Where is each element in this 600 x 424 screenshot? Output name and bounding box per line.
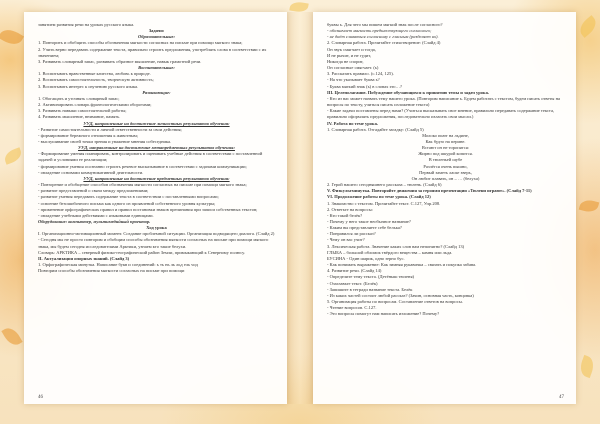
text-line: 3. Лексическая работа. Значение каких слов вам непонятно? (Слайд 13)	[327, 243, 465, 249]
autumn-leaf-decoration	[576, 15, 600, 38]
page-number: 46	[38, 395, 43, 400]
text-line: занятием развития речи на уроках русского языка.	[38, 22, 135, 27]
section-heading: Задачи:	[148, 28, 165, 34]
list-item: - овладение учебными действиями с языковыми единицами.	[38, 212, 154, 218]
list-item: 1. Воспитывать нравственные качества, любовь к природе.	[38, 71, 151, 77]
list-item: - освоение безошибочного письма как одного из проявлений собственного уровня культуры;	[38, 200, 216, 206]
text-line: 3. Рассказать правило. (с.124, 125).	[327, 71, 394, 77]
right-page	[313, 12, 576, 404]
list-item: - Развитие самостоятельности и личной ответственности за свои действия;	[38, 126, 182, 132]
left-page-text	[24, 12, 287, 274]
lesson-step: III. Целеполагание. Побуждение обучающихся к принятию темы и задач урока.	[327, 89, 489, 95]
text-line: 2. Герой нашего сегодняшнего рассказа – тюлень. (Слайд 6)	[327, 182, 442, 188]
text-line: - Это вопросы помогут нам написать изложение? Почему?	[327, 311, 440, 317]
text-line: 2. Ответьте на вопросы:	[327, 206, 373, 212]
list-item: - развитие умения передавать содержание текста в соответствии с поставленными вопросами;	[38, 194, 219, 200]
list-item: 2. Активизировать словарь фразеологическими оборотами;	[38, 102, 152, 108]
list-item: 1. Обогащать и уточнять словарный запас;	[38, 95, 120, 101]
equipment-line: Оборудование: компьютер, мультимедийный проектор.	[38, 219, 151, 224]
list-item: 1. Повторить и обобщить способы обозначения мягкости согласных на письме при помощи мягкого знака;	[38, 40, 243, 46]
poem-line: И не рычит, и не гудит,	[327, 52, 372, 58]
text-line: - Озаглавьте текст. (Белёк)	[327, 280, 378, 286]
text-line: - не даёт сливаться согласному с гласным (разделяет их).	[327, 34, 439, 40]
list-item: 2. Учить верно передавать содержание текста, правильно строить предложения, употреблять слова в соответствии с их значением;	[38, 46, 267, 58]
poem-line: Как будто на перине.	[425, 138, 466, 144]
section-heading: Ход урока	[146, 225, 167, 231]
list-item: 4. Развивать мышление, внимание, память.	[38, 114, 121, 120]
list-item: - Формирование умения планировать, контролировать и оценивать учебные действия в соответствии с поставленной задачей и условиями ее реализации;	[38, 151, 263, 163]
poem-line: Встают он не торопятся:	[421, 145, 470, 151]
list-item: - развитие представлений о связи между предложениями;	[38, 188, 149, 194]
text-line: - На что указывает буква ь?	[327, 77, 380, 83]
list-item: - формирование умения осознанно строить речевое высказывание в соответствии с задачами коммуникации;	[38, 163, 247, 169]
text-line: - Из каких частей состоит любой рассказ? (Зачин, основная часть, концовка)	[327, 292, 474, 298]
text-line: - Чтение вопросов. С.127.	[327, 305, 377, 311]
section-heading: УУД, направленные на достижение метапредметных результатов обучения:	[78, 145, 235, 151]
question-line: - Понравился ли рассказ?	[327, 231, 376, 237]
text-line: - Кто из вас может назвать тему нашего урока. (Повторим написание ь. Будем работать с текстом, будем писать ответы на вопросы по тексту, учиться писать изложение текста)	[327, 95, 560, 108]
poem-line: Он звук смягчает и тогда,	[327, 46, 376, 52]
text-line: 1. Знакомство с текстом. Прочитайте текст. С.127, Упр.208.	[327, 200, 441, 206]
text-line: ГЛЫБА – большой обломок твёрдого вещества – камня или льда.	[327, 249, 453, 255]
text-line: 1. Словарная работа. Отгадайте загадку: (Слайд 5)	[327, 126, 424, 132]
page-number: 47	[559, 395, 564, 400]
list-item: - формирование бережного отношения к животным;	[38, 132, 138, 138]
list-item: - овладение основами коммуникативной деятельности.	[38, 169, 144, 175]
poem-line: Он согласные смягчает. (ь)	[327, 65, 379, 71]
text-line: - Запишите в тетради название текста. Белёк	[327, 286, 413, 292]
poem-line: Никогда не спорит,	[327, 58, 364, 64]
text-line: 4. Развитие речи. (Слайд 14)	[327, 268, 382, 274]
poem-line: Первый заметь ласке зверь,	[419, 169, 472, 175]
section-heading: Развивающие:	[142, 89, 171, 95]
question-line: - Почему у него такое необычное название?	[327, 219, 411, 224]
book-gutter	[287, 12, 313, 404]
text-line: 1. Орфографическая минутка. Написание букв и соединений: ь ть нь ль льд ель чод	[38, 262, 198, 268]
list-item: - применение орфографических правил и правил постановки знаков препинания при записи собственных текстов;	[38, 206, 258, 212]
text-line: 5. Организация работы по вопросам. Составление ответов на вопросы.	[327, 299, 463, 305]
list-item: 3. Развивать словарный запас, развивать образное мышление, навык грамотной речи.	[38, 58, 202, 64]
section-heading: Воспитательные:	[138, 65, 175, 71]
question-line: - Каким вы представляете себе белька?	[327, 225, 402, 231]
text-line: - Как понимать выражение: Как зимняя рукавичка – связать и покупка забава.	[327, 262, 477, 268]
question-line: - Чему он вас учит?	[327, 237, 365, 243]
text-line: буквы ь. Для чего мы пишем мягкий знак после согласного?	[327, 22, 443, 27]
autumn-leaf-decoration	[2, 147, 23, 164]
list-item: 3. Воспитывать интерес к изучению русского языка.	[38, 83, 139, 89]
poem-line: Он любит плавать, он – … (белуха)	[411, 175, 480, 181]
text-line: 2. Словарная работа. Прочитайте стихотворение: (Слайд 4)	[327, 40, 441, 46]
list-item: - Повторение и обобщение способов обозначения мягкости согласных на письме при помощи мягкого знака;	[38, 182, 247, 188]
autumn-leaf-decoration	[0, 25, 24, 48]
text-line: - Какие задачи поставлены перед нами? (Учиться высказывать свое мнение, правильно передавать содержание текста, правильно оформлять предложения, последовательно излагать свои мысли.)	[327, 108, 555, 120]
text-line: - Буква мягкий знак (ь) в словах это…?	[327, 83, 403, 89]
autumn-leaf-decoration	[1, 325, 22, 349]
section-heading: УУД, направленные на достижение личностных результатов обучения:	[83, 120, 230, 126]
list-item: - выслушивание своей точки зрения и уважение мнения собеседника.	[38, 138, 172, 144]
section-heading: Образовательные:	[138, 34, 175, 40]
lesson-step: VI. Продолжение работы по теме урока. (Слайд 12)	[327, 194, 431, 200]
section-heading: УУД, направленные на достижение предметных результатов обучения:	[83, 175, 230, 181]
text-line: - Сегодня мы не просто повторим и обобщим способы обозначения мягкости согласных на письме при помощи мягкого знака, мы будем сегодня исследователями Арктики, узнаем кто такие белухи.	[38, 237, 269, 249]
left-page	[24, 12, 287, 404]
lesson-step: IV. Работа по теме урока.	[327, 120, 378, 126]
poem-line: Жирно под шкурой копится.	[418, 151, 473, 157]
list-item: 3. Развивать навыки самостоятельной работы;	[38, 108, 127, 114]
autumn-leaf-decoration	[579, 198, 599, 214]
text-line: БУСИНА - Один шарик, одно зерно бус.	[327, 255, 405, 261]
text-line: Повторим способы обозначения мягкости согласных на письме при помощи	[38, 268, 185, 274]
lesson-step: II. Актуализация опорных знаний. (Слайд 3)	[38, 255, 130, 261]
poem-line: Разлёгся очень пышно,	[423, 163, 468, 169]
poem-line: В тюленьей шубе	[428, 157, 463, 163]
lesson-step: I. Организационно-мотивационный момент. Создание проблемной ситуации. Организация подводящего диалога. (Слайд 2)	[38, 231, 275, 237]
poem-line: Молоко пьют на льдине,	[422, 132, 469, 138]
list-item: 2. Воспитывать самостоятельность, творческую активность;	[38, 77, 154, 83]
autumn-leaf-decoration	[577, 355, 596, 378]
text-line: - обозначает мягкость предшествующего согласного;	[327, 28, 432, 34]
lesson-step: V. Физкультминутка. Повторяйте движения за героями презентации «Тюлени играют». (Слайд 7-11)	[327, 188, 532, 194]
right-page-text	[313, 12, 576, 318]
text-line: - Определите тему текста. (Детёныш тюленя)	[327, 274, 415, 280]
question-line: - Кто такой белёк?	[327, 212, 363, 218]
text-line: Словарь: АРКТИКА – северный физико-географический район Земли, примыкающий к Северному полюсу.	[38, 249, 246, 255]
